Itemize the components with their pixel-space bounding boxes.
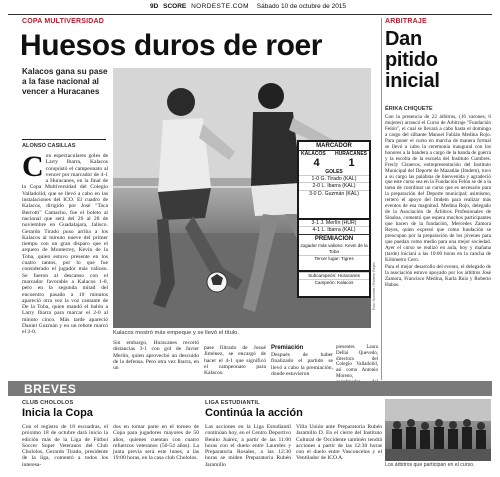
- site-name: NORDESTE.COM: [191, 3, 249, 10]
- breve1-kicker: CLUB CHOLOLOS: [22, 400, 74, 406]
- byline: ALONSO CASILLAS: [22, 143, 76, 149]
- score-kalacos: 4: [313, 157, 320, 169]
- page-number: 9D: [150, 3, 159, 10]
- team-huracanes: HURACANES: [335, 151, 367, 157]
- story-column-4: Después de haber finalizado el partido se llevó a cabo la premiación, donde estuvieron: [271, 352, 333, 377]
- goal-row: 4-1 L. Ibarra (KAL): [299, 226, 369, 233]
- referees-photo: [385, 399, 491, 461]
- issue-date: Sábado 10 de octubre de 2015: [256, 3, 347, 10]
- referees-caption: Los árbitros que participan en el curso.: [385, 462, 475, 468]
- scorebox-panel-2: [299, 220, 369, 270]
- award-row: Jugador más valioso: Kevin de la Toba: [300, 242, 368, 254]
- drop-cap: C: [22, 150, 44, 183]
- breve1-headline: Inicia la Copa: [22, 407, 93, 419]
- photo-credit: Foto: Noroeste / Roberto Reyes: [372, 262, 376, 310]
- breve2-text-a: Las acciones en la Liga Estudiantil continúan hoy, en el Centro Deportivo Benito Juárez, a partir de las 11:00 horas con el duelo entre Laureles y Preparatoria Rosales, a las 12:30 horas se miden Preparatoria Rubén Jaramillo: [205, 424, 291, 468]
- award-row: Subcampeón: Huracanes: [299, 272, 369, 279]
- referees-illustration: [385, 399, 491, 461]
- masthead: [150, 1, 400, 13]
- headline: Huesos duros de roer: [20, 29, 323, 62]
- arbitraje-text-2: Para el mejor desarrollo del evento, el delegado de la asociación estuvo apoyado por los árbitros José Zamora, Francisco Medina, Karla Ruiz y Roberto Habas.: [385, 263, 491, 288]
- deck-rule: [22, 139, 106, 140]
- team-kalacos: KALACOS: [301, 151, 326, 157]
- goal-row: 1-0 G. Tirado (KAL): [299, 175, 369, 182]
- scorebox-panel-3: [299, 272, 369, 296]
- award-row: Tercer lugar: Tigres: [299, 255, 369, 262]
- story-text-1: on espectaculares goles de Larry Ibarra, Kalacos conquistó el campeonato al vencer por marcador de 4-1 a Huracanes, en la final de la Copa Multiversidad del Colegio Valladolid, que se llevó a cabo en las instalaciones del ICO. El cuadro de Kalacos, dirigido por José "Taca Berrotti" Camacho, fue el boleto al nacional que será del 26 al 28 de noviembre en Guadalajara, Jalisco. Gerardo Tirado puso arriba a los Kalacos al minuto nueve del primer tiempo con un gran disparo que el arquero de Monterrey, Kevin de la Toba, quien estuvo presente en los cuatro tantos, por lo que fue considerado el jugador más valioso. Se fueron al descanso con el marcador favorable a Kalacos 1-0, pero en la segunda mitad del encuentro pasado a 10 minutos apareció otra vez la voz cantante de De la Toba, quien mandó el balón a Larry Ibarra para marcar el 2-0 al minuto cinco. Más tarde apareció Daniel Guzmán y en un rebote marcó el 3-0.: [22, 153, 108, 336]
- column-divider: [381, 18, 382, 380]
- breve1-text-a: Con el registro de 18 escuadras, el próximo 18 de octubre dará inicio la edición más de la Liga de Fútbol Soccer Super Veteranos del Club Chololos, Gerardo Tirado, presidente de la liga, comentó a todos los interesa-: [22, 424, 108, 468]
- goal-row: 3-1 J. Merlín (HUR): [311, 220, 357, 226]
- scorebox-panel: [299, 142, 369, 218]
- breve2-kicker: LIGA ESTUDIANTIL: [205, 400, 260, 406]
- goal-row: 3-0 D. Guzmán (KAL): [299, 190, 369, 197]
- story-column-5: presentes Laura Dellai Quevedo, directora del Colegio Valladolid, así como Antonio Moreno,: [336, 345, 378, 379]
- breves-title: BREVES: [24, 382, 77, 396]
- arbitraje-body: [385, 115, 491, 380]
- goals-label: GOLES: [325, 169, 343, 175]
- deck: Kalacos gana su pase a la fase nacional al vencer a Huracanes: [22, 67, 108, 97]
- story-column-3: pase filtrado de Josué Jiménez, se encargó de hacer el 4-1 que significó el campeonato para Kalacos.: [204, 345, 266, 377]
- score-huracanes: 1: [348, 157, 355, 169]
- masthead-rule: [8, 14, 492, 15]
- premiacion-label: Premiación: [271, 345, 304, 351]
- story-column-2: Sin embargo, Huracanes recortó distancias 3-1 con gol de Javier Merlín, quien aprovechó un descuido de la defensa. Pero otra vez Ibarra, en un: [113, 340, 199, 372]
- breves-bar: [8, 381, 492, 396]
- section-kicker: COPA MULTIVERSIDAD: [22, 18, 105, 25]
- breve1-text-b: dos en tomar parte en el torneo de Copa para jugadores mayores de 50 años, quienes cuentan con cuatro refuerzos veteranos (50-54 años). La junta previa será este lunes, a las 19:00 horas, en la casa club Chololos.: [113, 424, 199, 462]
- breve2-headline: Continúa la acción: [205, 407, 303, 419]
- scorebox-title: MARCADOR: [299, 142, 369, 151]
- arbitraje-text-1: Con la presencia de 22 árbitros, (16 varones, 6 mujeres) arrancó el Curso de Arbitraje "Fundación Felón", el cual se llevará a cabo hasta el domingo a cargo del silbante Manuel Fabián Medina Rojo. Para poner el curso en marcha de manera formal se llevó a cabo la ceremonia inaugural con los honores a la bandera a cargo de la banda de guerra y la escolta de la escuela del Instituto Cumbres. Frecly Cisneros, entrepresentación del Instituto Municipal del Deporte de Mazatlán (Imdem), tuvo a su cargo las palabras de bienvenida y agradeció que este curso sea en la Fundación Felón se dé a la tarea de coordinar un curso que es necesario para la preparación del Deporte municipal; asimismo, reiteró el apoyo del Imdem para realizar más eventos de esa magnitud. Medina Rojo, delegado de la Asociación de Árbitros Profesionales de Sinaloa, comentó que espera muchos participantes que hacen de la fundación, Mercedes Zamora Reyes, quien expresó que como fundación se preocupan por la preparación de los jóvenes para que puedan como medio para una mejor sociedad. Ayer el curso se realizó en aula, hoy y mañana (tarde) iniciará a las 10:00 horas en la cancha de Kilómetro Cero.: [385, 114, 491, 263]
- paper-name: SCORE: [163, 3, 187, 10]
- arbitraje-byline: ÉRIKA CHIQUETE: [385, 106, 433, 112]
- scorebox-lower: [297, 272, 371, 298]
- award-row: Campeón: Kalacos: [299, 279, 369, 286]
- arbitraje-headline: Dan pitido inicial: [385, 28, 440, 92]
- goal-row: 2-0 L. Ibarra (KAL): [299, 182, 369, 189]
- scorebox: [297, 140, 371, 272]
- arbitraje-kicker: ARBITRAJE: [385, 18, 427, 25]
- breve2-text-b: Villa Unión ante Preparatoria Rubén Jaramillo D. En el cierre del Instituto Cultural de Occidente también tendrá acciones a partir de las 12:30 horas con el duelo entre Vasconcelos y el Ventilador de ICO A.: [296, 424, 382, 462]
- awards-label: PREMIACIÓN: [299, 234, 369, 243]
- photo-caption: Kalacos mostró más empeque y se llevó el título.: [113, 330, 239, 336]
